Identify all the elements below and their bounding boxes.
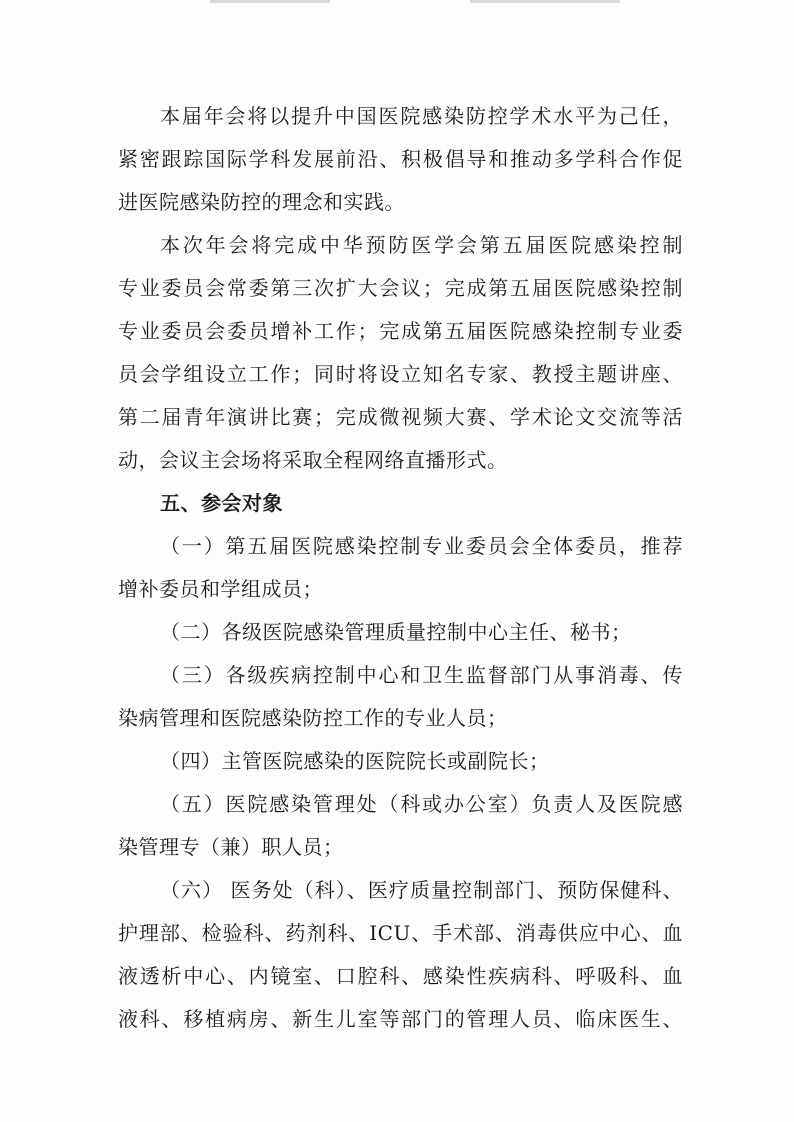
item-6-line-2: 护理部、检验科、药剂科、ICU、手术部、消毒供应中心、血 bbox=[118, 921, 683, 945]
item-2-line-1: （二）各级医院感染管理质量控制中心主任、秘书； bbox=[160, 620, 632, 644]
item-1-line-2: 增补委员和学组成员； bbox=[118, 577, 323, 601]
scan-edge-marks bbox=[0, 0, 794, 8]
section-heading: 五、参会对象 bbox=[160, 491, 283, 515]
paragraph-1-line-2: 紧密跟踪国际学科发展前沿、积极倡导和推动多学科合作促 bbox=[118, 147, 683, 171]
scan-mark bbox=[210, 0, 330, 3]
paragraph-2-line-4: 员会学组设立工作；同时将设立知名专家、教授主题讲座、 bbox=[118, 362, 683, 386]
paragraph-1-line-1: 本届年会将以提升中国医院感染防控学术水平为己任， bbox=[160, 104, 683, 128]
item-1-line-1: （一）第五届医院感染控制专业委员会全体委员，推荐 bbox=[160, 534, 683, 558]
item-6-line-3: 液透析中心、内镜室、口腔科、感染性疾病科、呼吸科、血 bbox=[118, 964, 683, 988]
paragraph-2-line-1: 本次年会将完成中华预防医学会第五届医院感染控制 bbox=[160, 233, 683, 257]
paragraph-1-line-3: 进医院感染防控的理念和实践。 bbox=[118, 190, 405, 214]
item-3-line-2: 染病管理和医院感染防控工作的专业人员； bbox=[118, 706, 508, 730]
item-5-line-2: 染管理专（兼）职人员； bbox=[118, 835, 344, 859]
item-6-line-4: 液科、移植病房、新生儿室等部门的管理人员、临床医生、 bbox=[118, 1007, 683, 1031]
paragraph-2-line-2: 专业委员会常委第三次扩大会议；完成第五届医院感染控制 bbox=[118, 276, 683, 300]
paragraph-2-line-3: 专业委员会委员增补工作；完成第五届医院感染控制专业委 bbox=[118, 319, 683, 343]
paragraph-2-line-5: 第二届青年演讲比赛；完成微视频大赛、学术论文交流等活 bbox=[118, 405, 683, 429]
scan-mark bbox=[470, 0, 620, 3]
paragraph-2-line-6: 动，会议主会场将采取全程网络直播形式。 bbox=[118, 448, 508, 472]
item-6-line-1: （六） 医务处（科）、医疗质量控制部门、预防保健科、 bbox=[160, 878, 683, 902]
item-3-line-1: （三）各级疾病控制中心和卫生监督部门从事消毒、传 bbox=[160, 663, 683, 687]
item-5-line-1: （五）医院感染管理处（科或办公室）负责人及医院感 bbox=[160, 792, 683, 816]
item-4-line-1: （四）主管医院感染的医院院长或副院长； bbox=[160, 749, 550, 773]
